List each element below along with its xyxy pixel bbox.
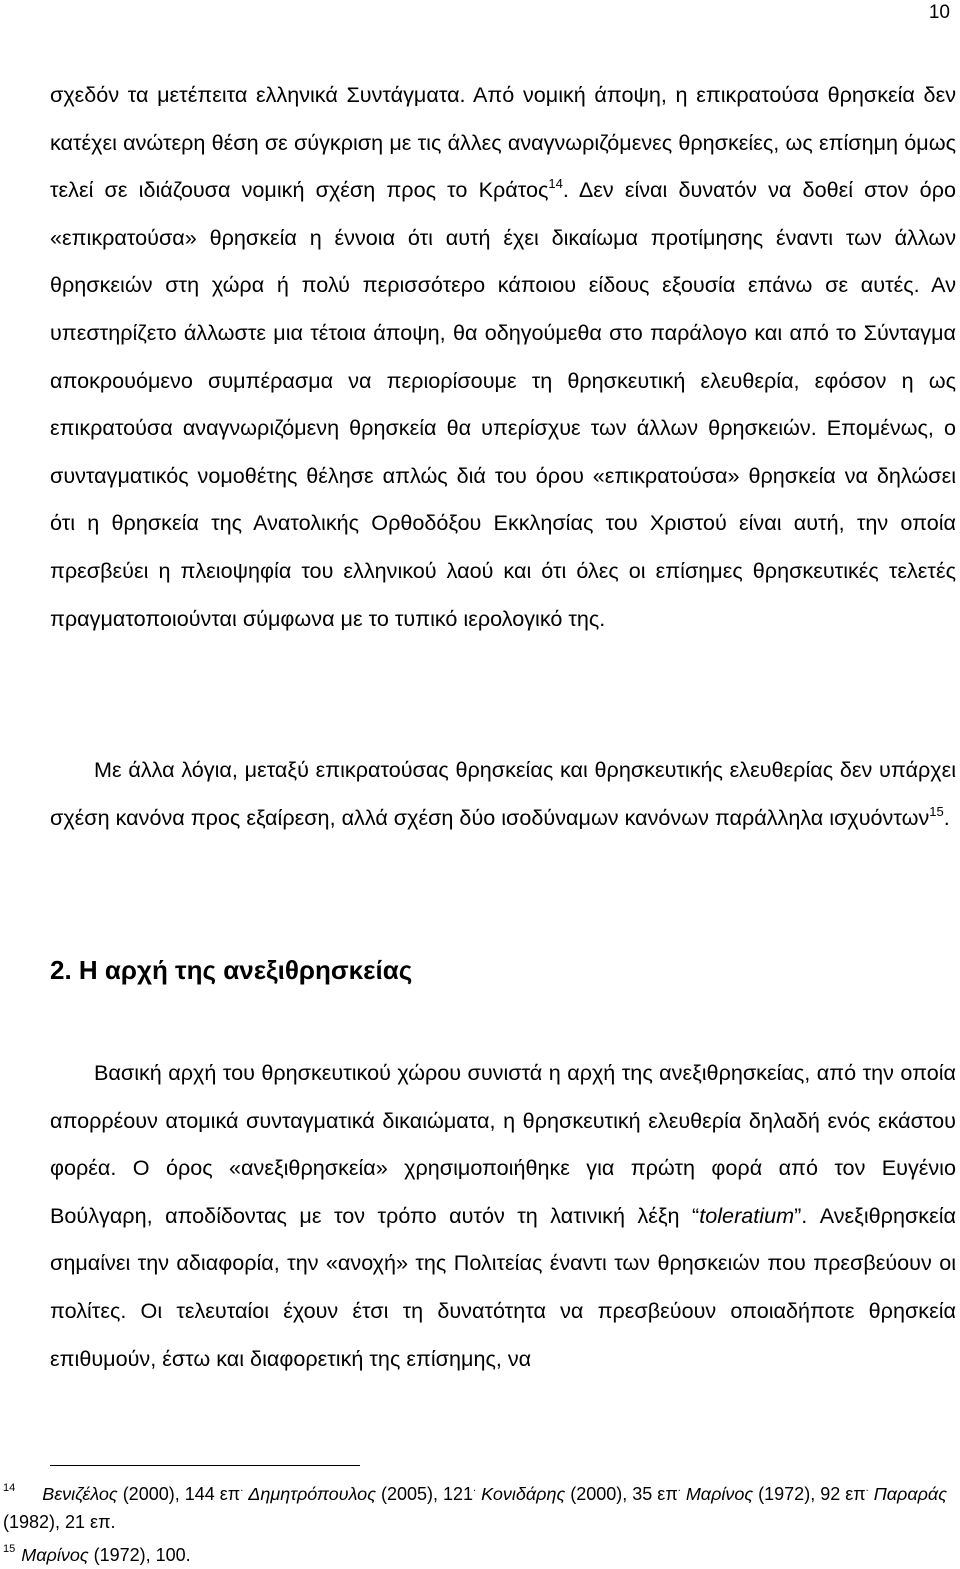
footnote-14-author-5: Παραράς bbox=[873, 1484, 947, 1504]
footnote-14-author-3: Κονιδάρης bbox=[481, 1484, 566, 1504]
footnote-14-ref-3: (2000), 35 επ bbox=[565, 1484, 678, 1504]
footnote-14-ref-5: (1982), 21 επ. bbox=[3, 1512, 116, 1532]
footnote-15 bbox=[3, 1541, 956, 1569]
latin-term: toleratium bbox=[699, 1202, 795, 1228]
footnote-separator bbox=[50, 1465, 360, 1466]
paragraph-1-text-a: σχεδόν τα μετέπειτα ελληνικά Συντάγματα. Από νομική άποψη, η επικρατούσα θρησκεία δεν κατέχει ανώτερη θέση σε σύγκριση με τις άλλες αναγνωριζόμενες θρησκείες, ως επίσημη όμως τελεί σε ιδιάζουσα νομική σχέση προς το Κράτος bbox=[50, 82, 956, 203]
footnote-14-dot-3: . bbox=[677, 1482, 681, 1494]
paragraph-1-text-b: . Δεν είναι δυνατόν να δοθεί στον όρο «επικρατούσα» θρησκεία η έννοια ότι αυτή έχει δικαίωμα προτίμησης έναντι των άλλων θρησκειών στη χώρα ή πολύ περισσότερο κάποιου είδους εξουσία επάνω σε αυτές. Αν υπεστηρίζετο άλλωστε μια τέτοια άποψη, θα οδηγούμεθα στο παράλογο και από το Σύνταγμα αποκρουόμενο συμπέρασμα να περιορίσουμε τη θρησκευτική ελευθερία, εφόσον η ως επικρατούσα αναγνωριζόμενη θρησκεία θα υπερίσχυε των άλλων θρησκειών. Επομένως, ο συνταγματικός νομοθέτης θέλησε απλώς διά του όρου «επικρατούσα» θρησκεία να δηλώσει ότι η θρησκεία της Ανατολικής Ορθοδόξου Εκκλησίας του Χριστού είναι αυτή, την οποία πρεσβεύει η πλειοψηφία του ελληνικού λαού και ότι όλες οι επίσημες θρησκευτικές τελετές πραγματοποιούνται σύμφωνα με το τυπικό ιερολογικό της. bbox=[50, 177, 956, 631]
footnote-14-dot-4: . bbox=[865, 1482, 869, 1494]
page-number: 10 bbox=[928, 2, 950, 23]
paragraph-2-text-a: Με άλλα λόγια, μεταξύ επικρατούσας θρησκείας και θρησκευτικής ελευθερίας δεν υπάρχει σχέση κανόνα προς εξαίρεση, αλλά σχέση δύο ισοδύναμων κανόνων παράλληλα ισχυόντων bbox=[50, 757, 956, 830]
paragraph-2 bbox=[50, 746, 956, 841]
footnote-14-dot-2: . bbox=[473, 1482, 477, 1494]
footnote-14-author-4: Μαρίνος bbox=[685, 1484, 754, 1504]
paragraph-3 bbox=[50, 1049, 956, 1382]
paragraph-3-text-a: Βασική αρχή του θρησκευτικού χώρου συνιστά η αρχή της ανεξιθρησκείας, από την οποία απορρέουν ατομικά συνταγματικά δικαιώματα, η θρησκευτική ελευθερία δηλαδή ενός εκάστου φορέα. Ο όρος «ανεξιθρησκεία» χρησιμοποιήθηκε για πρώτη φορά από τον Ευγένιο Βούλγαρη, αποδίδοντας με τον τρόπο αυτόν τη λατινική λέξη “ bbox=[50, 1060, 956, 1228]
footnote-ref-14[interactable]: 14 bbox=[548, 176, 563, 192]
footnote-14-ref-4: (1972), 92 επ bbox=[753, 1484, 866, 1504]
section-heading: 2. Η αρχή της ανεξιθρησκείας bbox=[50, 955, 413, 985]
footnote-14-dot-1: . bbox=[240, 1482, 244, 1494]
footnote-14-author-2: Δημητρόπουλος bbox=[248, 1484, 376, 1504]
paragraph-2-text-b: . bbox=[943, 804, 950, 830]
footnote-14-ref-1: (2000), 144 επ bbox=[117, 1484, 241, 1504]
footnote-ref-15[interactable]: 15 bbox=[929, 803, 944, 819]
paragraph-1 bbox=[50, 71, 956, 642]
footnote-15-ref: (1972), 100. bbox=[88, 1545, 191, 1565]
footnote-15-number: 15 bbox=[3, 1543, 16, 1555]
footnote-14-number: 14 bbox=[3, 1482, 16, 1494]
footnote-14-author-1: Βενιζέλος bbox=[42, 1484, 118, 1504]
footnote-15-author: Μαρίνος bbox=[21, 1545, 89, 1565]
footnote-14-ref-2: (2005), 121 bbox=[375, 1484, 474, 1504]
footnote-14 bbox=[3, 1480, 956, 1536]
paragraph-3-text-b: ”. Ανεξιθρησκεία σημαίνει την αδιαφορία, την «ανοχή» της Πολιτείας έναντι των θρησκειών που πρεσβεύουν οι πολίτες. Οι τελευταίοι έχουν έτσι τη δυνατότητα να πρεσβεύουν οποιαδήποτε θρησκεία επιθυμούν, έστω και διαφορετική της επίσημης, να bbox=[50, 1202, 956, 1371]
